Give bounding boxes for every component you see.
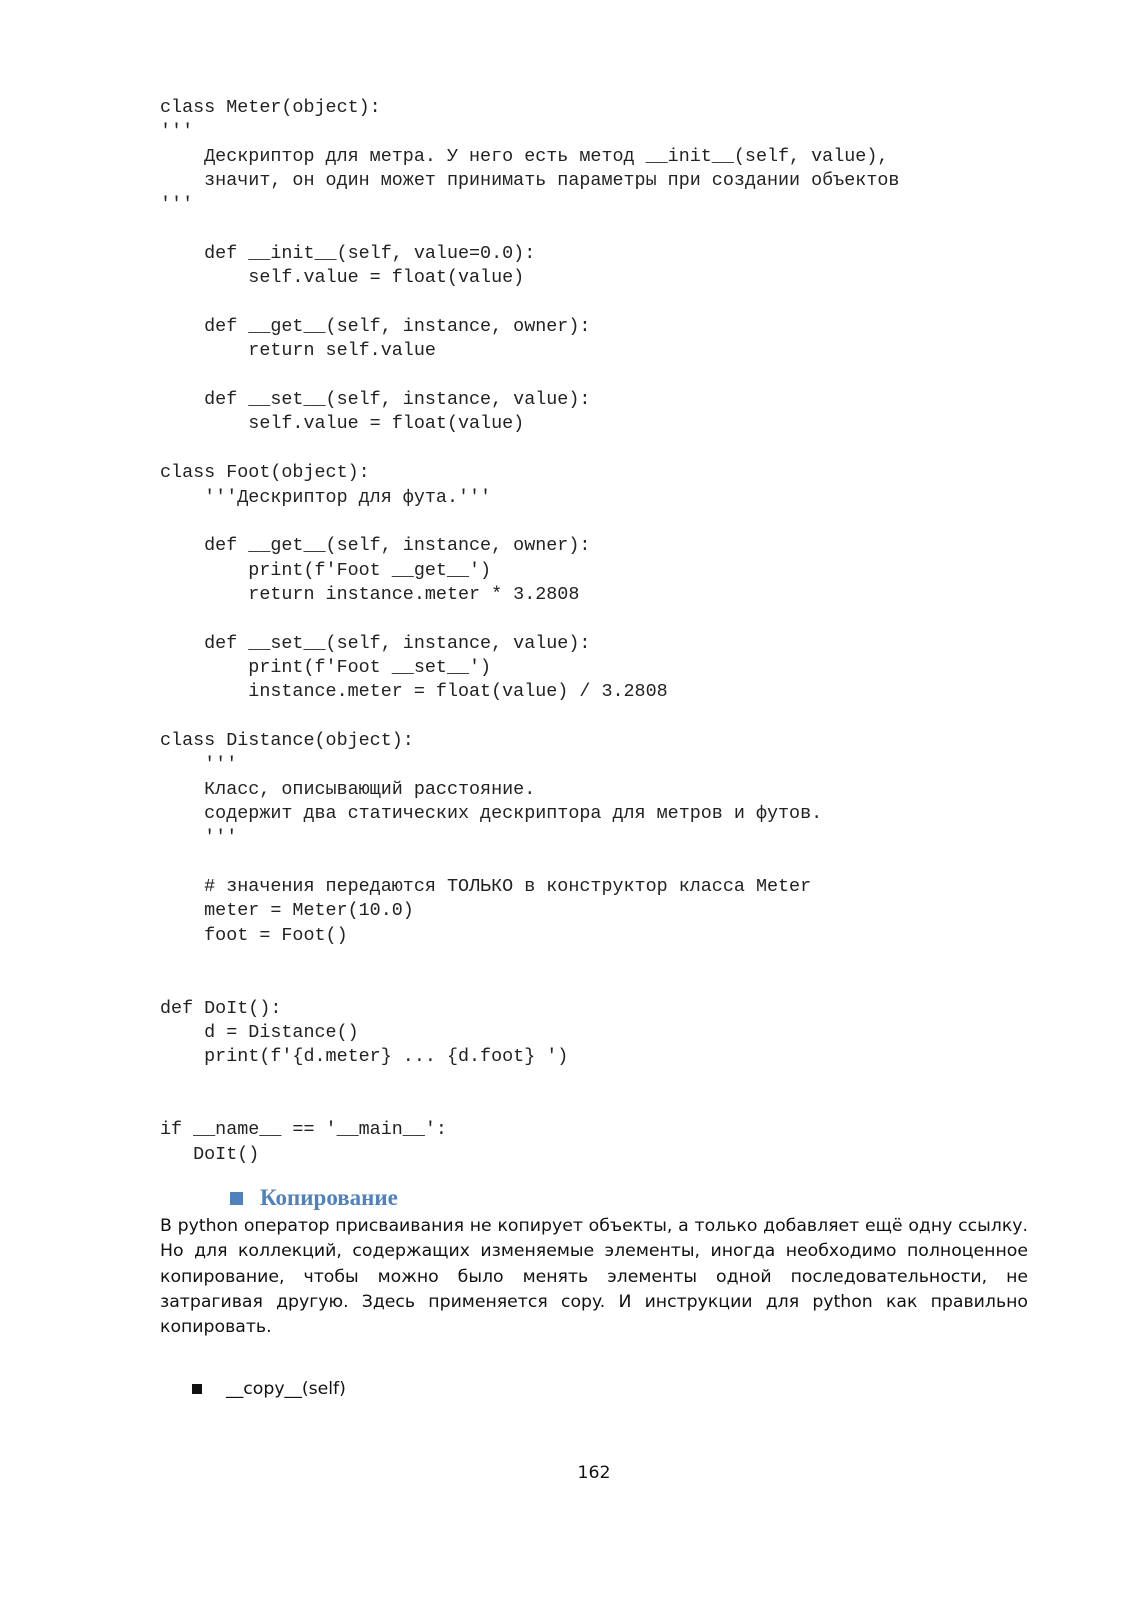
code-line: d = Distance() bbox=[160, 1022, 359, 1044]
code-line: self.value = float(value) bbox=[160, 267, 525, 289]
code-line: def DoIt(): bbox=[160, 997, 282, 1019]
code-line bbox=[160, 291, 899, 315]
code-line: значит, он один может принимать параметры при создании объектов bbox=[160, 170, 900, 192]
code-line bbox=[160, 1094, 899, 1118]
code-line: instance.meter = float(value) / 3.2808 bbox=[160, 681, 668, 703]
code-line: if __name__ == '__main__': bbox=[160, 1119, 447, 1141]
code-line bbox=[160, 510, 899, 534]
code-line: ''' bbox=[160, 754, 238, 776]
square-bullet-icon bbox=[192, 1384, 202, 1394]
code-line: def __set__(self, instance, value): bbox=[160, 389, 591, 411]
code-line: class Meter(object): bbox=[160, 97, 381, 118]
section-heading bbox=[230, 1185, 398, 1211]
section-heading-text: Копирование bbox=[260, 1185, 398, 1210]
code-line: ''' bbox=[160, 121, 194, 143]
code-line: print(f'Foot __set__') bbox=[160, 656, 492, 678]
code-line bbox=[160, 607, 899, 631]
code-line: ''' bbox=[160, 827, 238, 849]
square-bullet-icon bbox=[230, 1192, 243, 1205]
code-line: self.value = float(value) bbox=[160, 413, 525, 435]
code-line: return instance.meter * 3.2808 bbox=[160, 583, 580, 605]
code-line bbox=[160, 851, 899, 875]
code-line: def __get__(self, instance, owner): bbox=[160, 316, 591, 338]
code-line bbox=[160, 948, 899, 972]
code-line: # значения передаются ТОЛЬКО в конструктор класса Meter bbox=[160, 876, 812, 897]
code-line: meter = Meter(10.0) bbox=[160, 900, 414, 922]
code-line: print(f'Foot __get__') bbox=[160, 559, 492, 581]
code-line: class Foot(object): bbox=[160, 462, 370, 484]
code-line bbox=[160, 218, 899, 242]
code-line: foot = Foot() bbox=[160, 924, 348, 946]
code-line bbox=[160, 364, 899, 388]
code-line: def __set__(self, instance, value): bbox=[160, 632, 591, 654]
section-paragraph: В python оператор присваивания не копирует объекты, а только добавляет ещё одну ссылку. Но для коллекций, содержащих изменяемые элементы, иногда необходимо полноценное копирование, чтобы можно было менять элементы одной последовательности, не затрагивая другую. Здесь применяется copy. И инструкции для python как правильно копировать. bbox=[160, 1216, 1028, 1338]
code-line: DoIt() bbox=[160, 1143, 260, 1165]
code-line: class Distance(object): bbox=[160, 729, 414, 751]
code-line bbox=[160, 972, 899, 996]
code-line: return self.value bbox=[160, 340, 436, 362]
bullet-item bbox=[192, 1379, 346, 1399]
code-line: Дескриптор для метра. У него есть метод __init__(self, value), bbox=[160, 145, 889, 167]
code-line bbox=[160, 437, 899, 461]
code-line: содержит два статических дескриптора для метров и футов. bbox=[160, 802, 823, 824]
code-line: Класс, описывающий расстояние. bbox=[160, 778, 536, 800]
code-line: '''Дескриптор для фута.''' bbox=[160, 486, 492, 508]
code-line bbox=[160, 705, 899, 729]
code-line: ''' bbox=[160, 194, 194, 216]
code-line bbox=[160, 1070, 899, 1094]
code-line: def __get__(self, instance, owner): bbox=[160, 535, 591, 557]
code-line: print(f'{d.meter} ... {d.foot} ') bbox=[160, 1046, 569, 1068]
bullet-item-text: __copy__(self) bbox=[226, 1379, 346, 1399]
code-block bbox=[160, 96, 899, 1167]
page-number: 162 bbox=[577, 1463, 611, 1483]
code-line: def __init__(self, value=0.0): bbox=[160, 243, 536, 265]
